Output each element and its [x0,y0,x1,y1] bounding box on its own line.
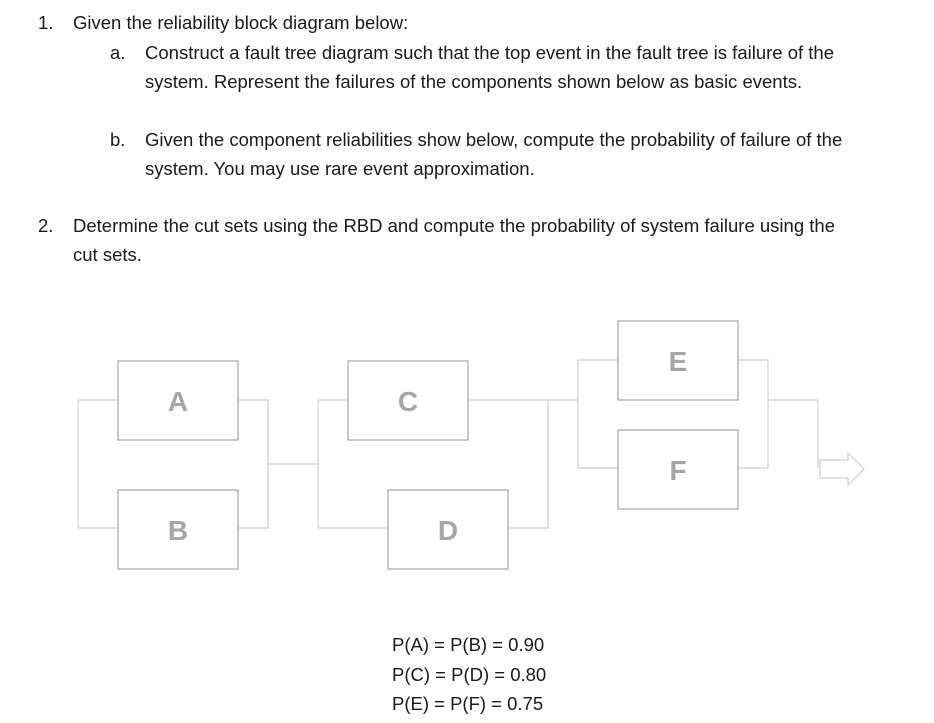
question-1b-line-2: system. You may use rare event approximation. [145,158,535,179]
question-1a-line-1: Construct a fault tree diagram such that the top event in the fault tree is failure of the [145,42,834,63]
output-line [768,400,818,468]
ab-output-bracket [238,400,268,528]
probability-ab: P(A) = P(B) = 0.90 [392,634,545,655]
question-1a-letter: a. [110,42,126,63]
ef-output-bracket [738,360,768,468]
ab-input-bracket [78,400,117,528]
block-e-label: E [668,346,688,377]
block-d-label: D [437,515,459,546]
question-1a-line-2: system. Represent the failures of the components shown below as basic events. [145,71,803,92]
question-2-number: 2. [38,215,54,236]
output-arrow-icon [820,453,864,485]
probability-cd: P(C) = P(D) = 0.80 [392,664,547,685]
question-1-text: Given the reliability block diagram below: [73,12,409,33]
block-f-label: F [669,455,687,486]
question-2-line-2: cut sets. [73,244,142,265]
question-1b-letter: b. [110,129,126,150]
question-1b-line-1: Given the component reliabilities show below, compute the probability of failure of the [145,129,843,150]
d-output-line [508,400,548,528]
question-2-line-1: Determine the cut sets using the RBD and compute the probability of system failure using the [73,215,835,236]
block-c-label: C [397,386,419,417]
probability-ef: P(E) = P(F) = 0.75 [392,693,544,714]
ef-input-bracket [578,360,618,468]
question-1-number: 1. [38,12,54,33]
block-a-label: A [167,386,189,417]
diagram-blocks [118,321,738,569]
block-b-label: B [167,515,189,546]
